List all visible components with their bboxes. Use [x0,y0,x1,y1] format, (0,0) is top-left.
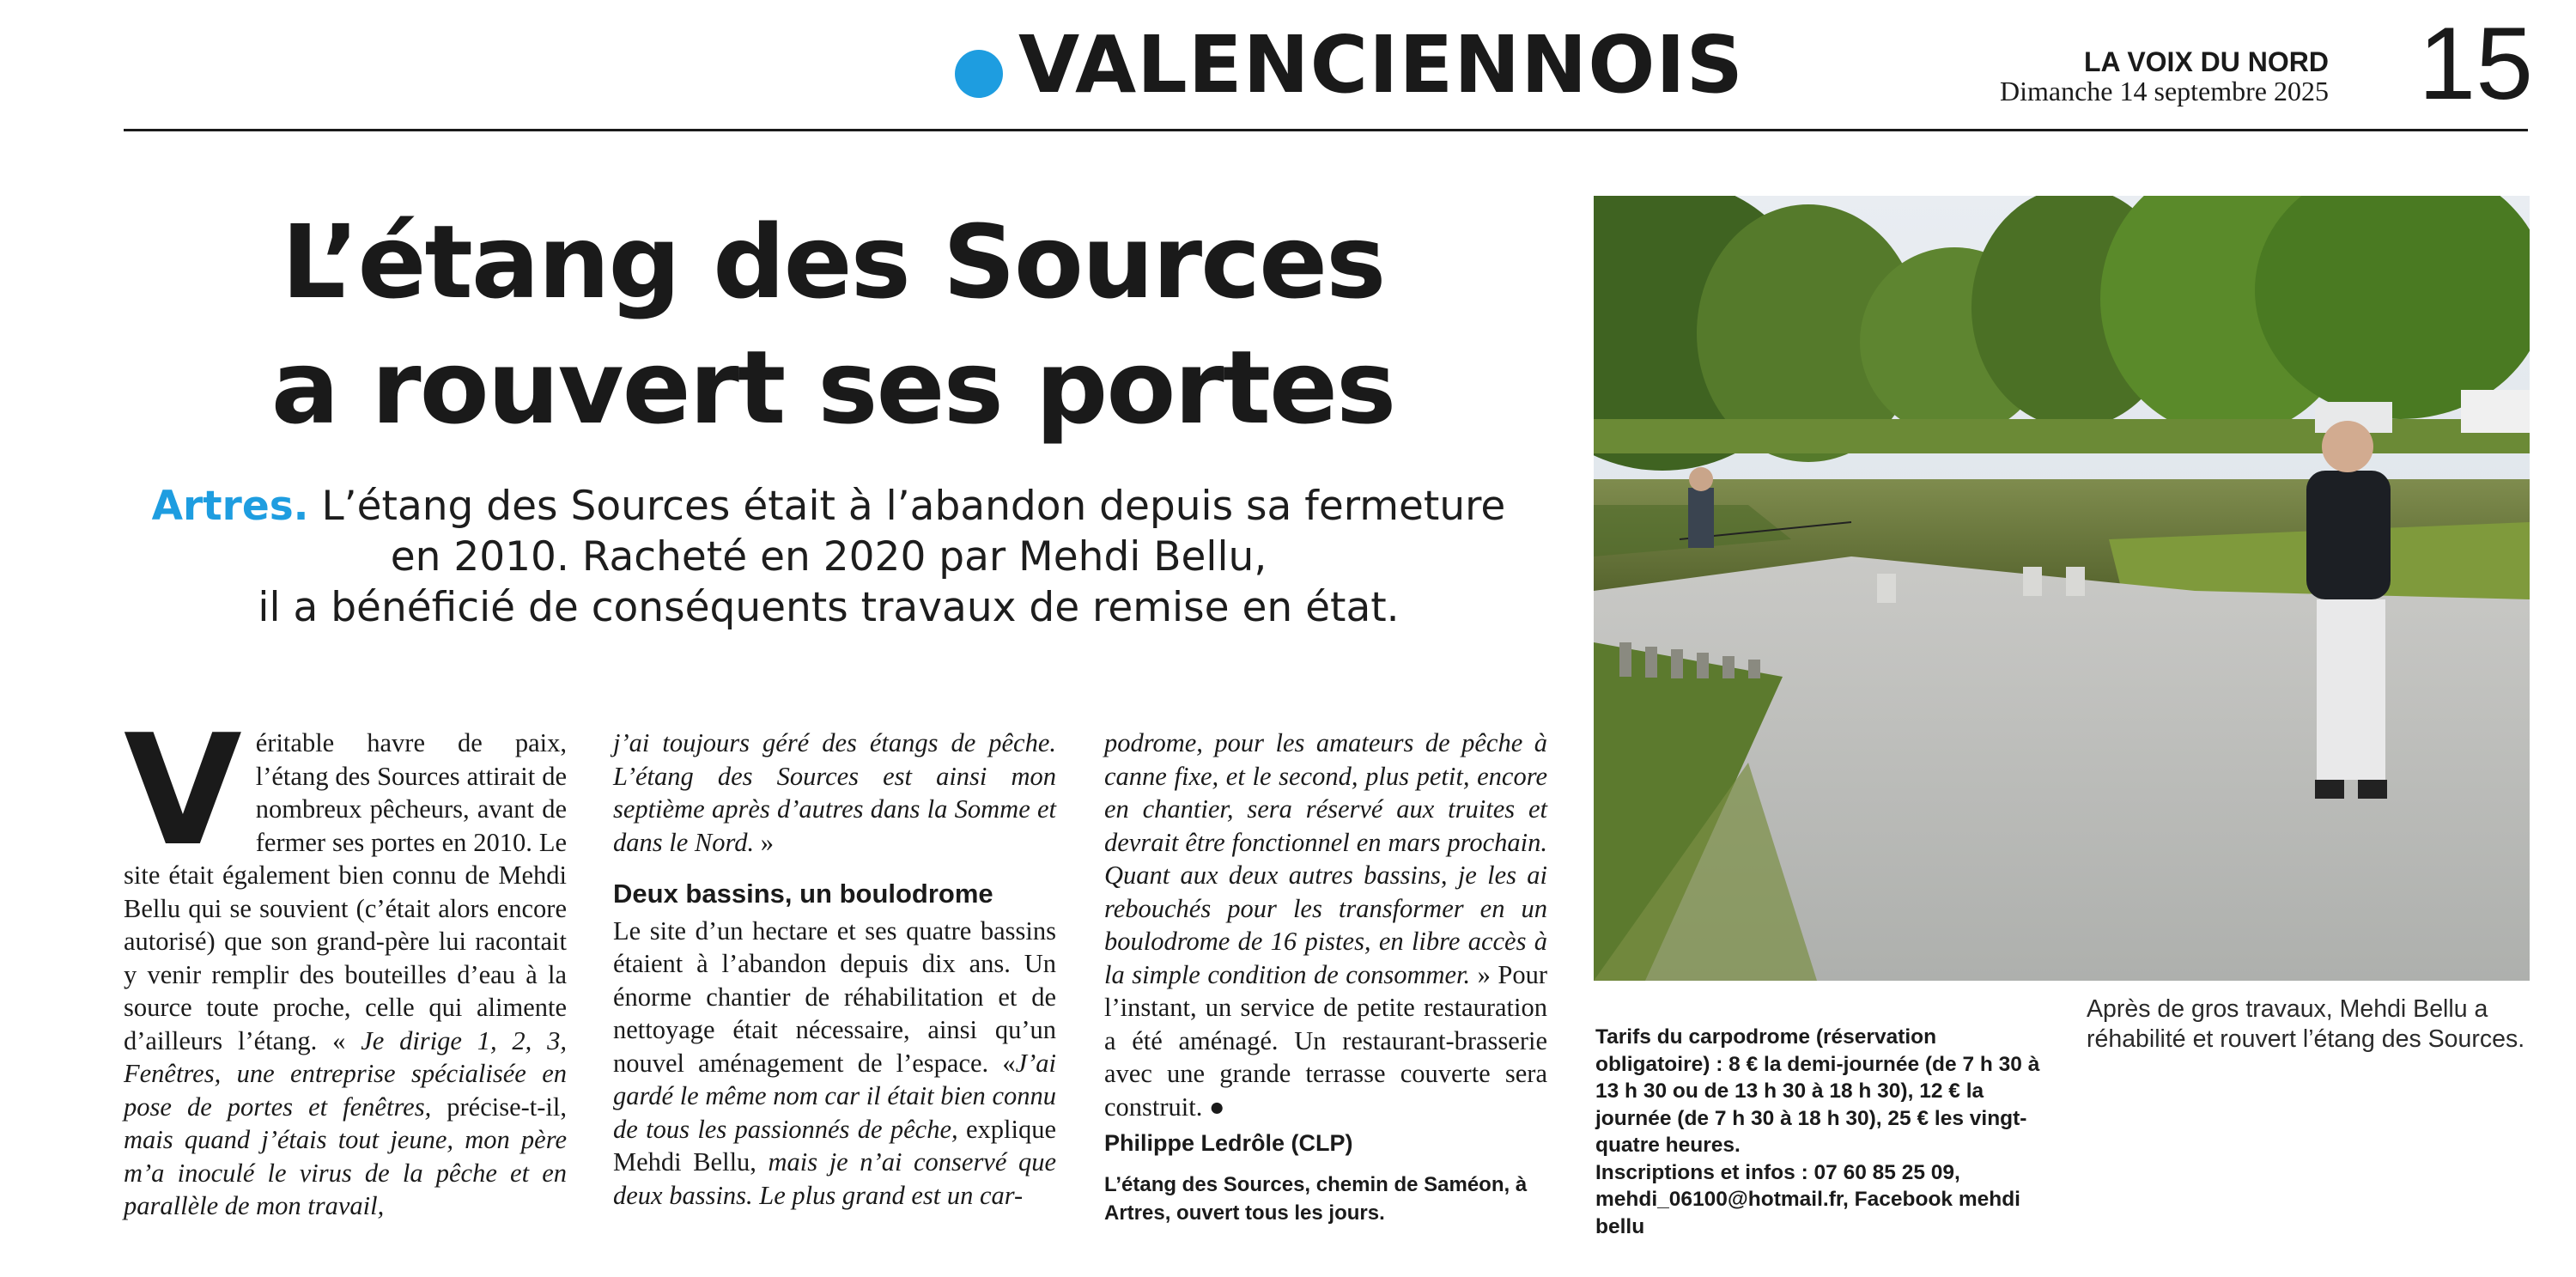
contact-text: Inscriptions et infos : 07 60 85 25 09, mehdi_06100@hotmail.fr, Facebook mehdi bellu [1595,1160,2020,1238]
section-dot-icon [955,50,1003,98]
pricing-info-box [1595,1024,2042,1240]
title-line-2: a rouvert ses portes [270,328,1395,447]
column-3-paragraph [1104,727,1547,1123]
col2-quote-end: » [754,827,774,857]
col1-text-b: précise-t-il, [431,1092,567,1122]
article-photo [1594,196,2530,981]
header-rule [124,129,2528,131]
column-2-paragraph-1 [613,727,1056,859]
article-column-2 [613,727,1056,1212]
page-number: 15 [2418,6,2533,121]
practical-info: L’étang des Sources, chemin de Saméon, à Artres, ouvert tous les jours. [1104,1172,1528,1225]
col3-text: » Pour l’instant, un service de petite restauration a été aménagé. Un restaurant-brasserie avec une grande terrasse couverte sera construit. ● [1104,959,1547,1122]
newspaper-name: LA VOIX DU NORD [2083,46,2329,77]
article-column-3 [1104,727,1547,1227]
pricing-text: Tarifs du carpodrome (réservation obligatoire) : 8 € la demi-journée (de 7 h 30 à 13 h 30 ou de 13 h 30 à 18 h 30), 12 € la journée (de 7 h 30 à 18 h 30), 25 € les vingt-quatre heures. [1595,1025,2040,1157]
article-title [120,199,1546,450]
col3-quote: podrome, pour les amateurs de pêche à canne fixe, et le second, plus petit, encore en chantier, sera réservé aux truites et devrait être fonctionnel en mars prochain. Quant aux deux autres bassins, je les ai rebouchés pour les transformer en un boulodrome de 16 pistes, en libre accès à la simple condition de consommer. [1104,728,1547,989]
col2-quote-a: j’ai toujours géré des étangs de pêche. L’étang des Sources est ainsi mon septième après d’autres dans la Somme et dans le Nord. [613,728,1056,857]
col2-text-b: explique Mehdi Bellu, [613,1114,1056,1177]
title-line-1: L’étang des Sources [281,203,1385,321]
col2-quote-c: mais je n’ai conservé que deux bassins. Le plus grand est un car- [613,1147,1056,1210]
col1-quote-a: Je dirige 1, 2, 3, Fenêtres, une entreprise spécialisée en pose de portes et fenêtres, [124,1025,568,1122]
lead-line-2: en 2010. Racheté en 2020 par Mehdi Bellu, [390,533,1267,581]
drop-cap: V [124,702,242,879]
lead-place: Artres. [151,483,309,530]
lead-line-1 [129,481,1528,532]
author-byline: Philippe Ledrôle (CLP) [1104,1130,1353,1156]
article-lead [129,481,1528,633]
lead-line-3: il a bénéficié de conséquents travaux de remise en état. [258,584,1400,631]
col2-quote-b: J’ai gardé le même nom car il était bien connu de tous les passionnés de pêche, [613,1048,1056,1144]
col1-quote-b: mais quand j’étais tout jeune, mon père m’a inoculé le virus de la pêche et en parallèle de mon travail, [124,1125,567,1220]
article-column-1 [124,702,568,1223]
lead-text-1: L’étang des Sources était à l’abandon depuis sa fermeture [308,483,1506,530]
subheading: Deux bassins, un boulodrome [613,879,993,909]
section-title: VALENCIENNOIS [1018,19,1744,111]
col1-text-a: éritable havre de paix, l’étang des Sources attirait de nombreux pêcheurs, avant de fermer ses portes en 2010. Le site était également bien connu de Mehdi Bellu qui se souvient (c’était alors encore autorisé) que son grand-père lui racontait y venir remplir des bouteilles d’eau à la source toute proche, celle qui alimente d’ailleurs l’étang. « [124,728,567,1055]
col2-text-a: Le site d’un hectare et ses quatre bassins étaient à l’abandon depuis dix ans. Un énorme chantier de réhabilitation et de nettoyage était nécessaire, ainsi qu’un nouvel aménagement de l’espace. « [613,915,1056,1078]
column-2-paragraph-2 [613,915,1056,1213]
photo-caption: Après de gros travaux, Mehdi Bellu a réhabilité et rouvert l’étang des Sources. [2087,995,2525,1053]
issue-date: Dimanche 14 septembre 2025 [2000,76,2329,106]
